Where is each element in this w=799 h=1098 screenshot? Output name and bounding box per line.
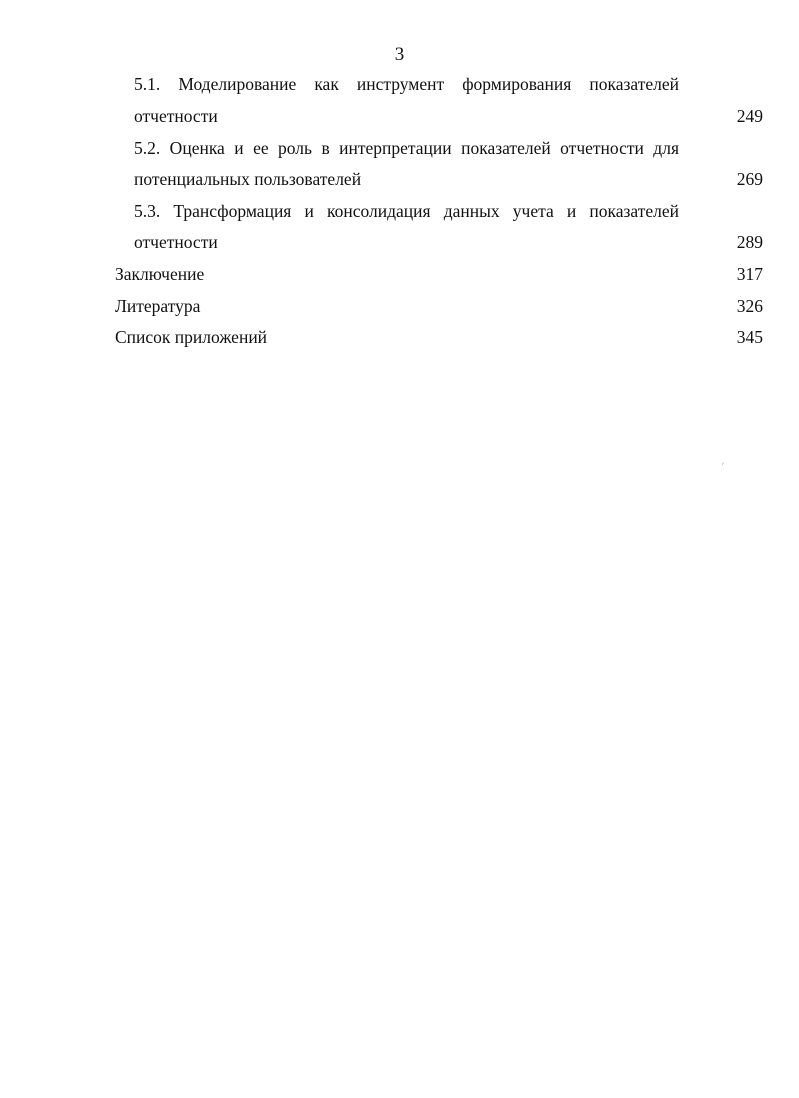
toc-entry-5-3-page: 289 [736, 232, 763, 252]
toc-entry-5-3-title-line-2: отчетности [134, 232, 218, 252]
toc-entry-conclusion-page: 317 [736, 264, 763, 284]
scan-speck: ʹ [722, 461, 724, 471]
toc-entry-appendices-title: Список приложений [115, 327, 268, 347]
toc-entry-5-2-title-line-2: потенциальных пользователей [134, 169, 362, 189]
toc-entry-5-1-page: 249 [736, 106, 763, 126]
toc-entry-5-2-title-line-1: 5.2. Оценка и ее роль в интерпретации показателей отчетности для [134, 138, 679, 158]
toc-entry-5-2-page: 269 [736, 169, 763, 189]
toc-entry-5-1-title-line-2: отчетности [134, 106, 218, 126]
toc-entry-literature-page: 326 [736, 296, 763, 316]
toc-entry-5-1-title-line-1: 5.1. Моделирование как инструмент формирования показателей [134, 74, 679, 94]
toc-entry-literature-title: Литература [115, 296, 201, 316]
page-number: 3 [394, 44, 405, 65]
toc-entry-appendices-page: 345 [736, 327, 763, 347]
toc-entry-5-3-title-line-1: 5.3. Трансформация и консолидация данных учета и показателей [134, 201, 679, 221]
toc-entry-conclusion-title: Заключение [115, 264, 205, 284]
